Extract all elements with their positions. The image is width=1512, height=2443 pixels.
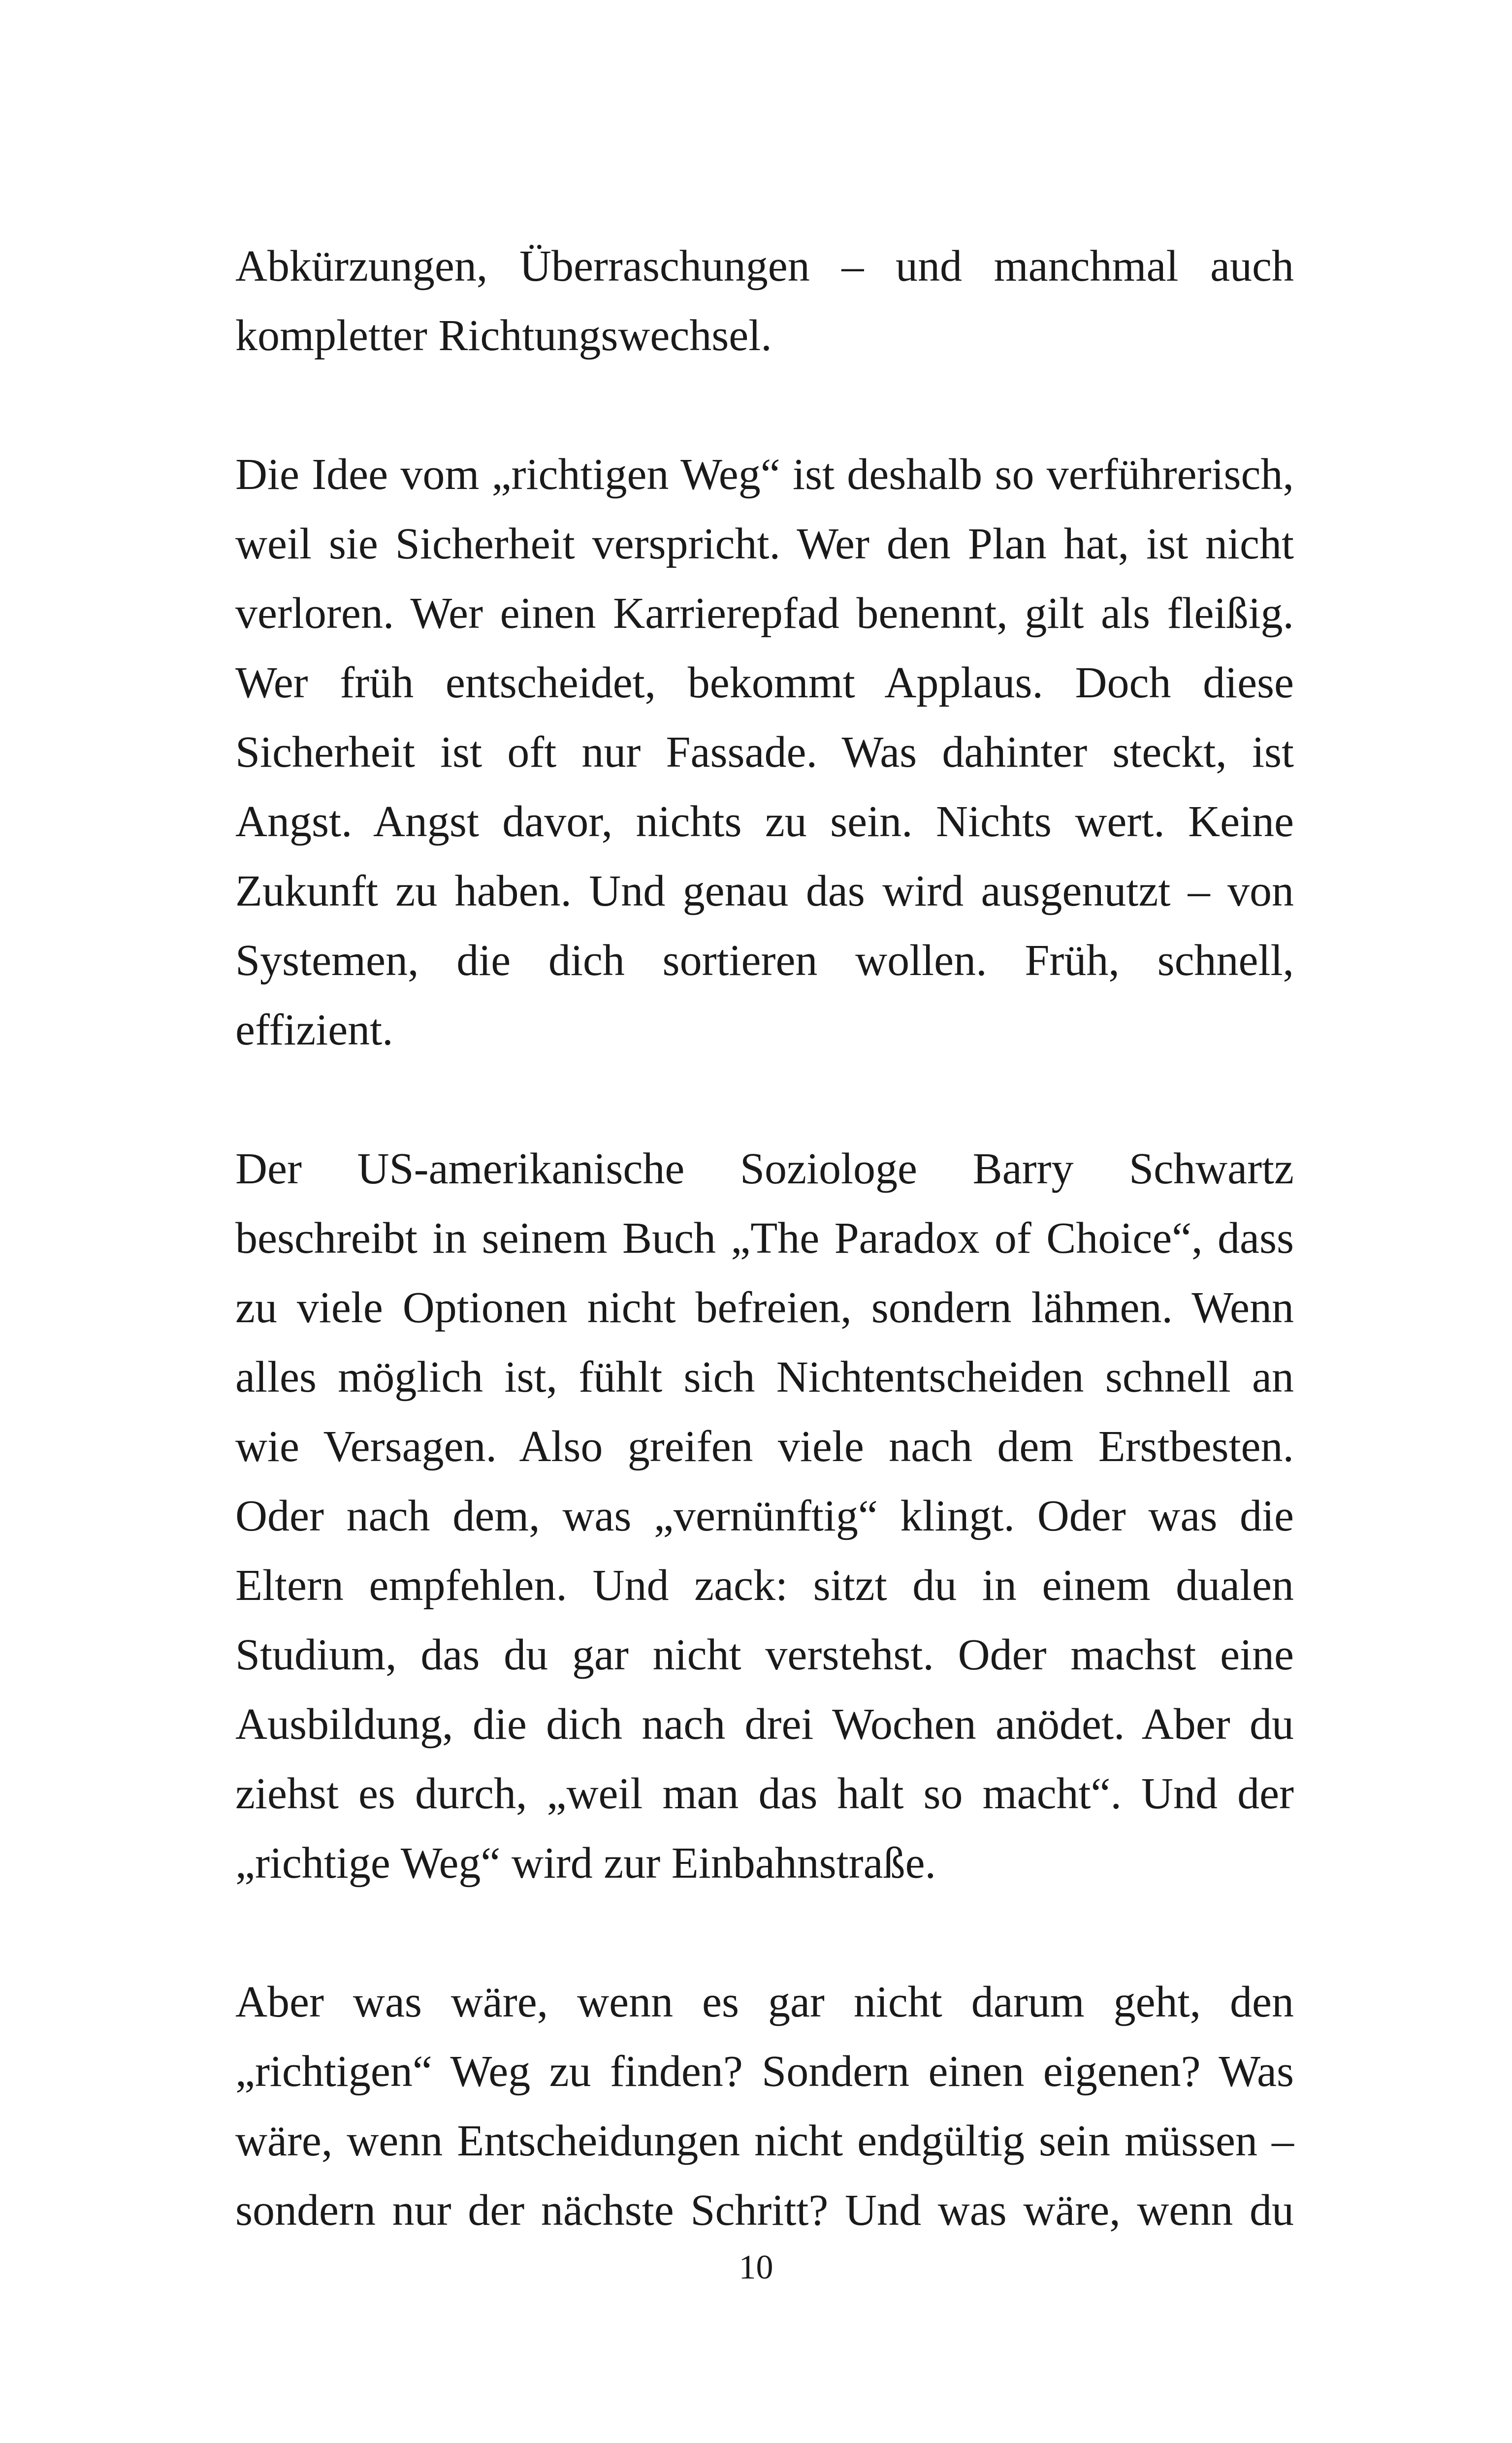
paragraph-2: Die Idee vom „richtigen Weg“ ist deshalb so verführerisch, weil sie Sicherheit verspricht. Wer den Plan hat, ist nicht verloren. Wer einen Karrierepfad benennt, gilt als fleißig. Wer früh entscheidet, bekommt Applaus. Doch diese Sicherheit ist oft nur Fassade. Was dahinter steckt, ist Angst. Angst davor, nichts zu sein. Nichts wert. Keine Zukunft zu haben. Und genau das wird ausgenutzt – von Systemen, die dich sortieren wollen. Früh, schnell, effizient. — [235, 450, 1294, 1054]
paragraph-4: Aber was wäre, wenn es gar nicht darum geht, den „richtigen“ Weg zu finden? Sondern einen eigenen? Was wäre, wenn Entscheidungen nicht endgültig sein müssen – sondern nur der nächste Schritt? Und was wäre, wenn du — [235, 1978, 1294, 2235]
paragraph-3: Der US-amerikanische Soziologe Barry Schwartz beschreibt in seinem Buch „The Paradox of Choice“, dass zu viele Optionen nicht befreien, sondern lähmen. Wenn alles möglich ist, fühlt sich Nichtentscheiden schnell an wie Versagen. Also greifen viele nach dem Erstbesten. Oder nach dem, was „vernünftig“ klingt. Oder was die Eltern empfehlen. Und zack: sitzt du in einem dualen Studium, das du gar nicht verstehst. Oder machst eine Ausbildung, die dich nach drei Wochen anödet. Aber du ziehst es durch, „weil man das halt so macht“. Und der „richtige Weg“ wird zur Einbahnstraße. — [235, 1144, 1294, 1888]
page-number: 10 — [739, 2248, 773, 2286]
body-text — [235, 231, 1294, 2245]
paragraph-1: Abkürzungen, Überraschungen – und manchmal auch kompletter Richtungswechsel. — [235, 242, 1294, 360]
